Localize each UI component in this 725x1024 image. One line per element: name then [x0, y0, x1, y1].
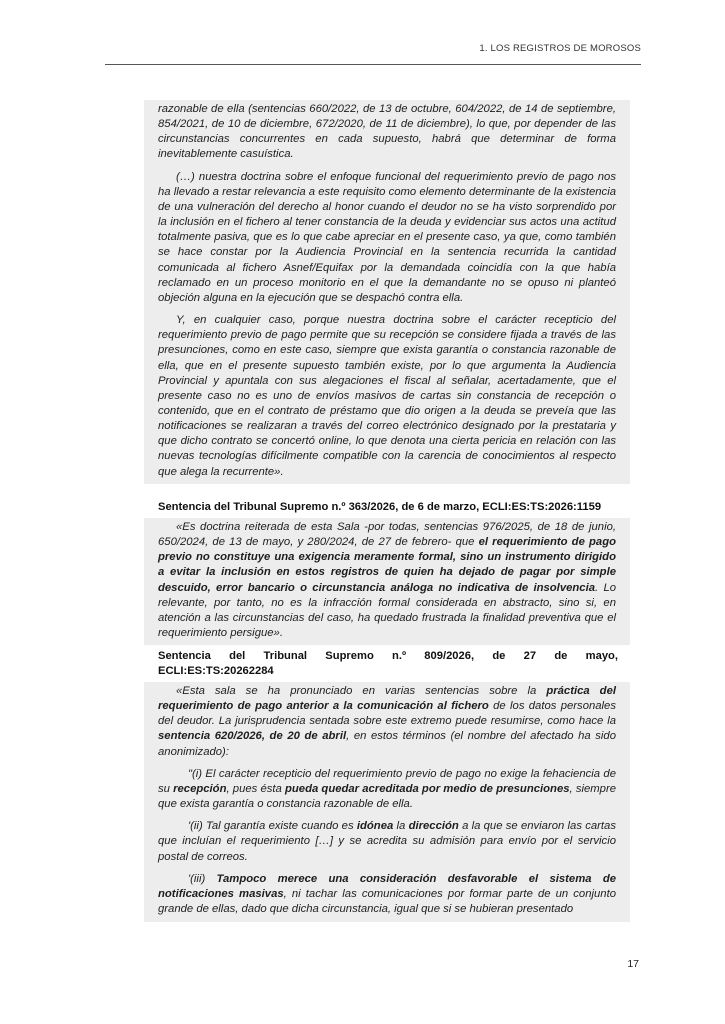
quote-text: de los datos personales del deudor. La jurisprudencia sentada sobre este extremo puede resumirse, como hace la	[158, 700, 616, 728]
quote-block-2	[144, 518, 630, 645]
quote-emphasis: pueda quedar acreditada por medio de presunciones	[284, 782, 570, 795]
quote-text: '(iii)	[188, 872, 217, 885]
quote-block-3	[144, 682, 630, 922]
quote-emphasis: idónea	[356, 820, 394, 833]
quote-text: a la que se enviaron las cartas que incluían el requerimiento […] y se acredita su admisión para envío por el servicio postal de correos.	[158, 820, 616, 863]
quote-emphasis: el requerimiento de pago previo no constituye una exigencia meramente formal, sino un instrumento dirigido a evitar la inclusión en estos registros de quien ha dejado de pagar por simple descuido, error bancario o circunstancia análoga no indicativa de insolvencia	[158, 536, 616, 594]
page-number: 17	[627, 958, 639, 970]
quote-paragraph	[144, 872, 630, 917]
quote-emphasis: sentencia 620/2026, de 20 de abril	[158, 730, 347, 743]
quote-paragraph: (…) nuestra doctrina sobre el enfoque funcional del requerimiento previo de pago nos ha llevado a restar relevancia a este requisito como elemento determinante de la existencia de una vulneración del derecho al honor cuando el deudor no se ha visto sorprendido por la inclusión en el fichero al tener constancia de la deuda y evidenciar sus actos una actitud totalmente pasiva, que es lo que cabe apreciar en el presente caso, ya que, como también se hace constar por la Audiencia Provincial en la sentencia recurrida la cantidad comunicada al fichero Asnef/Equifax por la demandada coincidía con la que había reclamado en un proceso monitorio en el que la demandante no se opuso ni planteó objeción alguna en la ejecución que se despachó contra ella.	[158, 170, 616, 304]
quote-text: '(ii) Tal garantía existe cuando es	[188, 820, 357, 833]
quote-block-1	[144, 100, 630, 484]
quote-text: . Lo relevante, por tanto, no es la infracción formal considerada en abstracto, sino si, en atención a las circunstancias del caso, ha quedado frustrada la finalidad preventiva que el requerimiento persigue».	[158, 581, 617, 640]
quote-emphasis: recepción	[173, 782, 227, 795]
quote-text: «Es doctrina reiterada de esta Sala -por todas, sentencias 976/2025, de 18 de junio, 650/2024, de 13 de mayo, y 280/2024, de 27 de febrero- que	[158, 521, 616, 549]
running-head: 1. LOS REGISTROS DE MOROSOS	[479, 43, 641, 54]
quote-text: , pues ésta	[226, 782, 285, 795]
quote-emphasis: práctica del requerimiento de pago anterior a la comunicación al fichero	[158, 685, 617, 713]
quote-paragraph: Y, en cualquier caso, porque nuestra doctrina sobre el carácter recepticio del requerimiento previo de pago permite que su recepción se considere fijada a través de las presunciones, como en este caso, siempre que exista garantía o constancia razonable de ella, que en el presente supuesto también existe, por lo que argumenta la Audiencia Provincial y apuntala con sus alegaciones el fiscal al señalar, acertadamente, que el presente caso no es uno de envíos masivos de cartas sin constancia de recepción o contenido, que en el contrato de préstamo que dio origen a la deuda se preveía que las notificaciones se realizaran a través del correo electrónico designado por la prestataria y que dicho contrato se concertó online, lo que denota una cierta pericia en relación con las nuevas tecnologías difícilmente compatible con la carencia de conocimientos al respecto que alega la recurrente».	[158, 314, 616, 478]
quote-paragraph	[144, 767, 630, 812]
quote-text: la	[393, 820, 409, 833]
quote-text: , en estos términos (el nombre del afectado ha sido anonimizado):	[158, 730, 616, 758]
quote-text: , ni tachar las comunicaciones por formar parte de un conjunto grande de ellas, dado que dicha circunstancia, igual que si se hubieran presentado	[158, 887, 616, 916]
quote-paragraph	[144, 520, 630, 641]
sentence-heading-809-line1: Sentencia del Tribunal Supremo n.º 809/2026, de 27 de mayo,	[158, 650, 618, 662]
quote-text: "(i) El carácter recepticio del requerimiento previo de pago no exige la fehaciencia de su	[158, 767, 616, 795]
sentence-heading-363: Sentencia del Tribunal Supremo n.º 363/2026, de 6 de marzo, ECLI:ES:TS:2026:1159	[158, 501, 602, 513]
quote-paragraph	[144, 819, 630, 864]
quote-emphasis: dirección	[408, 820, 459, 833]
quote-paragraph	[144, 684, 630, 760]
quote-text: «Esta sala se ha pronunciado en varias sentencias sobre la	[176, 685, 547, 697]
header-rule	[105, 64, 641, 65]
quote-emphasis: Tampoco merece una consideración desfavorable el sistema de notificaciones masivas	[158, 872, 616, 900]
quote-text: , siempre que exista garantía o constancia razonable de ella.	[158, 782, 617, 811]
quote-paragraph: razonable de ella (sentencias 660/2022, de 13 de octubre, 604/2022, de 14 de septiembre, 854/2021, de 10 de diciembre, 672/2020, de 11 de diciembre), lo que, por depender de las circunstancias concurrentes en cada supuesto, habrá que determinar de forma inevitablemente casuística.	[158, 103, 616, 161]
sentence-heading-809-line2: ECLI:ES:TS:20262284	[158, 665, 274, 677]
